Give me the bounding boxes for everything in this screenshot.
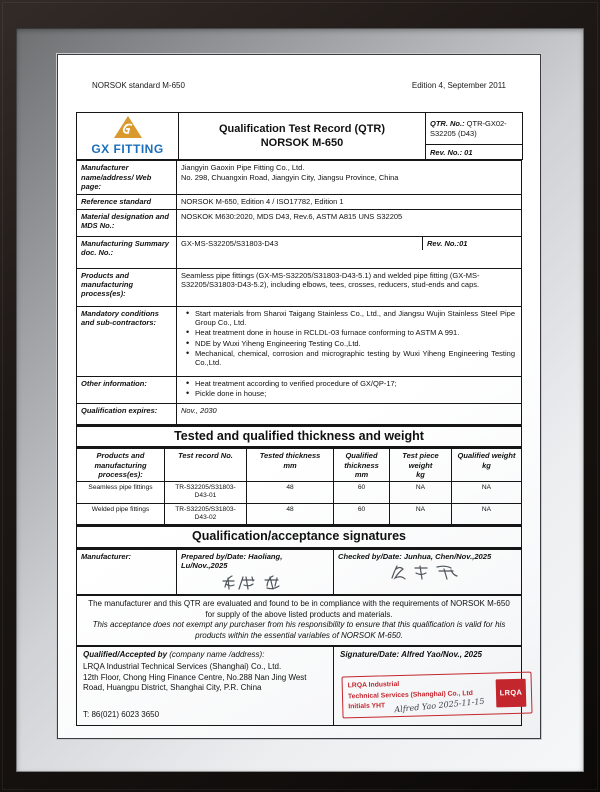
accepted-table	[76, 646, 522, 726]
lrqa-stamp	[341, 671, 532, 718]
manufacturer-address: No. 298, Chuangxin Road, Jiangyin City, Jiangsu Province, China	[181, 172, 399, 182]
accepted-by-label-suffix: (company name /address):	[169, 649, 265, 659]
mandatory-value	[177, 306, 522, 376]
other-item: • Heat treatment according to verified procedure of GX/QP-17;	[195, 379, 515, 388]
prepared-by-cell	[177, 549, 334, 594]
row-manufacturing-summary	[77, 236, 522, 268]
gx-logo-icon	[113, 115, 143, 141]
mandatory-item: • Mechanical, chemical, corrosion and micrographic testing by Wuxi Yiheng Engineering Testing Co.,Ltd.	[195, 349, 515, 368]
row-qualification-expires	[77, 403, 522, 424]
qtr-document	[58, 55, 540, 738]
prepared-by-label: Prepared by/Date:	[181, 551, 246, 561]
accepted-company: LRQA Industrial Technical Services (Shanghai) Co., Ltd.	[83, 661, 282, 671]
col-header-test-piece-weight: Test piece weight kg	[390, 449, 452, 482]
summary-value-cell	[177, 236, 522, 268]
row-manufacturer	[77, 161, 522, 194]
manufacturer-value	[177, 161, 522, 194]
thickness-table	[76, 448, 522, 525]
cell-product: Seamless pipe fittings	[77, 482, 165, 503]
accepted-by-cell	[77, 646, 334, 725]
cell-qualified-weight: NA	[452, 503, 522, 524]
acceptor-signature-cell	[334, 646, 522, 725]
reference-label: Reference standard	[77, 194, 177, 209]
products-label: Products and manufacturing process(es):	[77, 268, 177, 306]
qtr-number-cell	[426, 113, 523, 145]
row-material-designation	[77, 209, 522, 236]
signatures-section-title: Qualification/acceptance signatures	[77, 526, 522, 548]
col-header-tested-thickness: Tested thickness mm	[247, 449, 334, 482]
accepted-address: 12th Floor, Chong Hing Finance Centre, No.288 Nan Jing West Road, Huangpu District, Shanghai City, P.R. China	[83, 672, 307, 693]
summary-doc-no: GX-MS-S32205/S31803-D43	[181, 238, 279, 248]
cell-test-record: TR-S32205/S31803-D43-02	[165, 503, 247, 524]
manufacturer-label: Manufacturer name/address/ Web page:	[77, 161, 177, 194]
table-row	[77, 482, 522, 503]
cell-tested-thickness: 48	[247, 503, 334, 524]
row-other-information	[77, 376, 522, 403]
row-products	[77, 268, 522, 306]
col-header-products: Products and manufacturing process(es):	[77, 449, 165, 482]
expires-value: Nov., 2030	[177, 403, 522, 424]
title-block	[76, 112, 523, 160]
form-sheet	[76, 112, 522, 726]
qtr-no-label: QTR. No.:	[430, 119, 465, 129]
summary-rev-no: Rev. No.:01	[422, 237, 521, 250]
cell-tested-thickness: 48	[247, 482, 334, 503]
products-value: Seamless pipe fittings (GX-MS-S32205/S31803-D43-5.1) and welded pipe fitting (GX-MS-S32205/S31803-D43-5.2), including elbows, tees, crosses, reducers, stud-ends and caps.	[177, 268, 522, 306]
accepted-row	[77, 646, 522, 725]
prepared-by-value: Haoliang, Lu/Nov.,2025	[181, 551, 283, 571]
info-table	[76, 160, 522, 424]
thickness-section-bar	[76, 425, 522, 449]
cell-test-piece-weight: NA	[390, 503, 452, 524]
other-item: • Pickle done in house;	[195, 389, 515, 398]
stamp-line3: Initials YHT	[348, 702, 386, 711]
row-mandatory-conditions	[77, 306, 522, 376]
accepted-by-label: Qualified/Accepted by	[83, 649, 168, 659]
accepted-phone: T: 86(021) 6023 3650	[83, 710, 160, 720]
frame-mat	[16, 28, 584, 772]
logo-wordmark: GX FITTING	[91, 142, 164, 157]
page-header	[76, 81, 522, 90]
mandatory-item: • Heat treatment done in house in RCLDL-03 furnace conforming to ASTM A 991.	[195, 328, 515, 337]
col-header-test-record: Test record No.	[165, 449, 247, 482]
certificate-paper	[58, 55, 540, 738]
summary-label: Manufacturing Summary doc. No.:	[77, 236, 177, 268]
mandatory-item: • NDE by Wuxi Yiheng Engineering Testing Co.,Ltd.	[195, 339, 515, 348]
checked-by-cell	[334, 549, 522, 594]
table-row	[77, 503, 522, 524]
mandatory-label: Mandatory conditions and sub-contractors:	[77, 306, 177, 376]
reference-value: NORSOK M-650, Edition 4 / ISO17782, Edition 1	[177, 194, 522, 209]
col-header-qualified-thickness: Qualified thickness mm	[334, 449, 390, 482]
page-header-right: Edition 4, September 2011	[411, 81, 506, 90]
expires-label: Qualification expires:	[77, 403, 177, 424]
stamp-handwriting: Alfred Yao 2025-11-15	[394, 696, 485, 715]
cell-qualified-thickness: 60	[334, 482, 390, 503]
cell-qualified-thickness: 60	[334, 503, 390, 524]
cell-test-piece-weight: NA	[390, 482, 452, 503]
cell-qualified-weight: NA	[452, 482, 522, 503]
checked-signature	[338, 562, 517, 582]
rev-no-cell: Rev. No.: 01	[426, 145, 523, 160]
checked-by-label: Checked by/Date:	[338, 551, 402, 561]
other-label: Other information:	[77, 376, 177, 403]
manufacturer-sign-label: Manufacturer:	[77, 549, 177, 594]
stamp-line2: Technical Services (Shanghai) Co., Ltd	[347, 689, 473, 700]
cell-product: Welded pipe fittings	[77, 503, 165, 524]
manufacturer-name: Jiangyin Gaoxin Pipe Fitting Co., Ltd.	[181, 163, 305, 173]
signature-date-label: Signature/Date:	[340, 649, 400, 659]
cell-test-record: TR-S32205/S31803-D43-01	[165, 482, 247, 503]
material-value: NOSKOK M630:2020, MDS D43, Rev.6, ASTM A815 UNS S32205	[177, 209, 522, 236]
compliance-disclaimer: This acceptance does not exempt any purchaser from his responsibility to ensure that this qualification is valid for his products within the essential variables of NORSOK M-650.	[92, 620, 506, 641]
signature-date-value: Alfred Yao/Nov., 2025	[401, 649, 482, 659]
logo-cell	[77, 113, 179, 160]
checked-by-value: Junhua, Chen/Nov.,2025	[403, 551, 492, 561]
other-value	[177, 376, 522, 403]
signatures-row	[77, 549, 522, 594]
stamp-line1: LRQA Industrial	[347, 680, 400, 690]
col-header-qualified-weight: Qualified weight kg	[452, 449, 522, 482]
signatures-section-bar	[76, 525, 522, 549]
compliance-statement: The manufacturer and this QTR are evaluated and found to be in compliance with the requirements of NORSOK M-650 for supply of the above listed products and materials.	[88, 598, 510, 619]
row-reference-standard	[77, 194, 522, 209]
lrqa-logo: LRQA	[496, 678, 527, 707]
page-header-left: NORSOK standard M-650	[92, 81, 185, 90]
title-line1: Qualification Test Record (QTR)	[218, 122, 386, 135]
material-label: Material designation and MDS No.:	[77, 209, 177, 236]
prepared-signature	[181, 572, 329, 592]
document-title	[179, 113, 426, 160]
thickness-section-title: Tested and qualified thickness and weight	[77, 426, 522, 448]
title-line2: NORSOK M-650	[260, 137, 344, 150]
thickness-header-row	[77, 449, 522, 482]
compliance-cell	[77, 595, 522, 645]
qtr-no-value: QTR-GX02-S32205 (D43)	[430, 119, 507, 138]
mandatory-item: • Start materials from Shanxi Taigang Stainless Co., Ltd., and Jiangsu Wujin Stainless Steel Pipe Group Co., Ltd.	[195, 309, 515, 328]
signatures-table	[76, 549, 522, 595]
compliance-table	[76, 595, 522, 646]
